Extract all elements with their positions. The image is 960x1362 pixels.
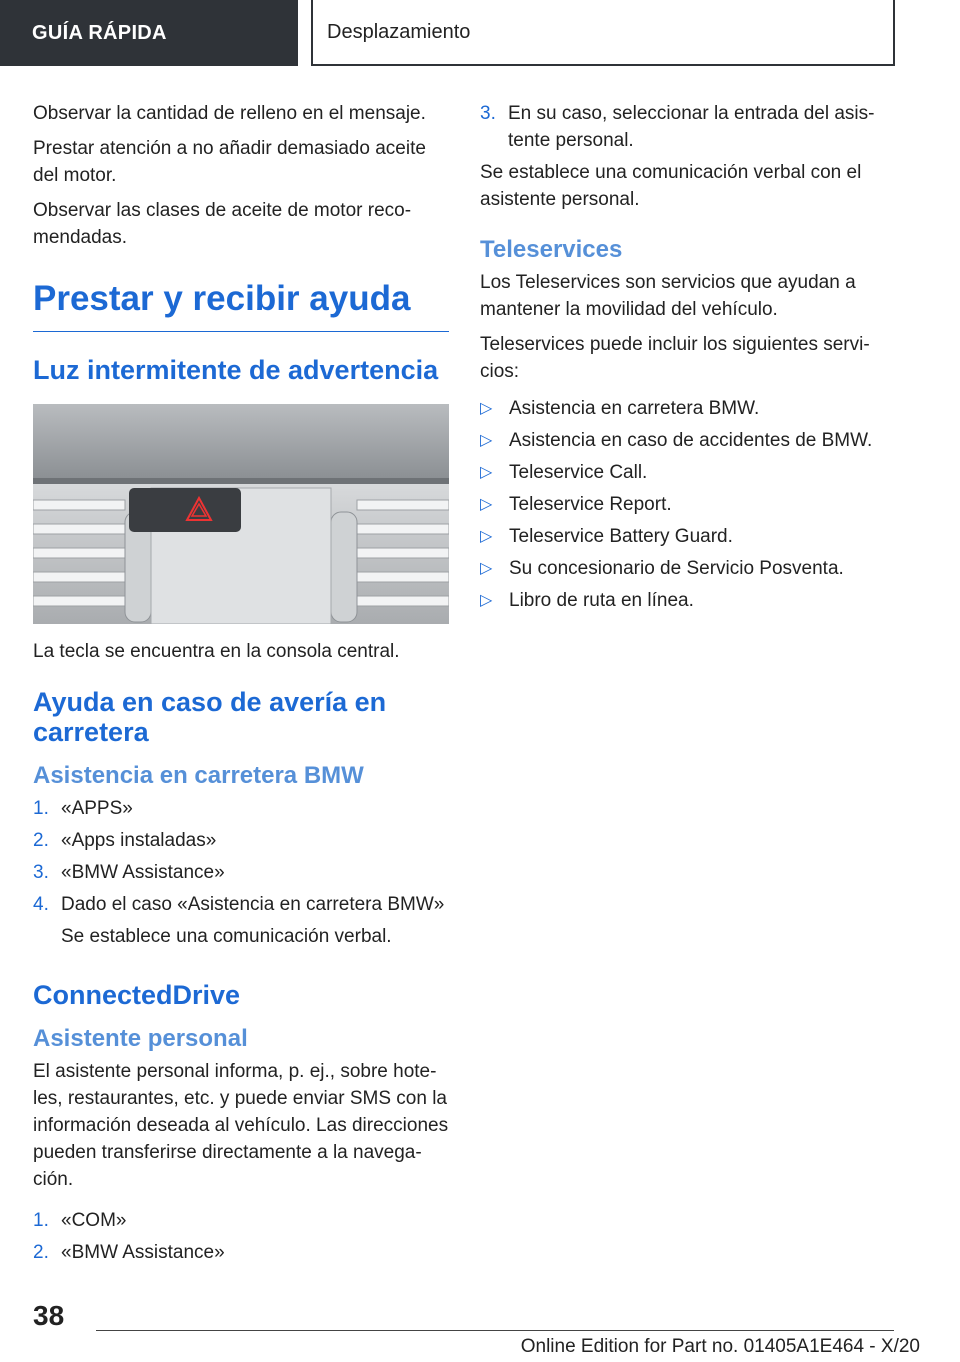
page-header [0, 0, 960, 68]
triangle-bullet-icon: ▷ [480, 496, 493, 513]
teleservices-text-2: Teleservices puede incluir los siguientes servi-cios: [480, 334, 870, 382]
intro-paragraph-3: Observar las clases de aceite de motor reco-mendadas. [33, 200, 412, 248]
step-number: 1. [33, 1210, 49, 1231]
step-number: 4. [33, 894, 49, 915]
list-item-text: Teleservice Report. [509, 494, 672, 515]
triangle-bullet-icon: ▷ [480, 464, 493, 481]
roadside-note: Se establece una comunicación verbal. [61, 926, 392, 947]
list-item-text: Teleservice Call. [509, 462, 648, 483]
step-number: 3. [480, 103, 496, 124]
intro-paragraph-2: Prestar atención a no añadir demasiado aceite del motor. [33, 138, 426, 186]
list-item [33, 1207, 449, 1234]
list-item [480, 427, 896, 454]
step-number: 2. [33, 1242, 49, 1263]
teleservices-list [480, 395, 896, 614]
list-item [480, 523, 896, 550]
list-item-text: Libro de ruta en línea. [509, 590, 694, 611]
list-item [33, 859, 449, 886]
triangle-bullet-icon: ▷ [480, 560, 493, 577]
list-item-text: Teleservice Battery Guard. [509, 526, 733, 547]
heading-personal-assistant: Asistente personal [33, 1025, 248, 1052]
personal-steps-continued [480, 100, 896, 154]
triangle-bullet-icon: ▷ [480, 400, 493, 417]
photo-caption: La tecla se encuentra en la consola central. [33, 641, 400, 662]
footer-divider [96, 1330, 894, 1331]
hazard-button-photo [33, 404, 449, 624]
step-text: «APPS» [61, 798, 133, 819]
list-item [33, 827, 449, 854]
intro-paragraph-1: Observar la cantidad de relleno en el mensaje. [33, 103, 426, 124]
personal-assistant-note: Se establece una comunicación verbal con el asistente personal. [480, 162, 862, 210]
step-number: 3. [33, 862, 49, 883]
list-item [480, 491, 896, 518]
step-text: Dado el caso «Asistencia en carretera BMW» [61, 894, 445, 915]
list-item-text: Asistencia en carretera BMW. [509, 398, 760, 419]
heading-teleservices: Teleservices [480, 236, 623, 263]
list-item-text: Asistencia en caso de accidentes de BMW. [509, 430, 873, 451]
triangle-bullet-icon: ▷ [480, 592, 493, 609]
list-item [480, 555, 896, 582]
heading-connecteddrive: ConnectedDrive [33, 980, 241, 1010]
triangle-bullet-icon: ▷ [480, 528, 493, 545]
step-number: 2. [33, 830, 49, 851]
personal-assistant-text: El asistente personal informa, p. ej., sobre hote-les, restaurantes, etc. y puede enviar SMS con la información deseada al vehículo. Las direcciones pueden transferirse directamente a la navega-ción. [33, 1061, 449, 1190]
step-text: En su caso, seleccionar la entrada del asis-tente personal. [508, 103, 875, 151]
list-item [480, 395, 896, 422]
list-item [33, 795, 449, 822]
step-number: 1. [33, 798, 49, 819]
step-text: «COM» [61, 1210, 127, 1231]
heading-roadside: Asistencia en carretera BMW [33, 762, 364, 789]
step-text: «Apps instaladas» [61, 830, 217, 851]
list-item [480, 459, 896, 486]
chapter-tab: GUÍA RÁPIDA [0, 0, 298, 66]
teleservices-text-1: Los Teleservices son servicios que ayudan a mantener la movilidad del vehículo. [480, 272, 856, 320]
right-column [480, 100, 896, 619]
edition-note: Online Edition for Part no. 01405A1E464 - X/20 [520, 1336, 920, 1357]
list-item-text: Su concesionario de Servicio Posventa. [509, 558, 844, 579]
step-text: «BMW Assistance» [61, 1242, 225, 1263]
heading-breakdown: Ayuda en caso de avería en carretera [33, 687, 387, 747]
list-item [33, 891, 449, 918]
list-item [33, 1239, 449, 1266]
triangle-bullet-icon: ▷ [480, 432, 493, 449]
section-title: Desplazamiento [311, 0, 895, 66]
heading-warning-light: Luz intermitente de advertencia [33, 355, 439, 385]
list-item [480, 587, 896, 614]
step-text: «BMW Assistance» [61, 862, 225, 883]
page-number: 38 [33, 1300, 65, 1331]
left-column [33, 100, 449, 1271]
heading-help: Prestar y recibir ayuda [33, 277, 449, 332]
roadside-steps [33, 795, 449, 918]
personal-steps [33, 1207, 449, 1266]
list-item [480, 100, 896, 154]
